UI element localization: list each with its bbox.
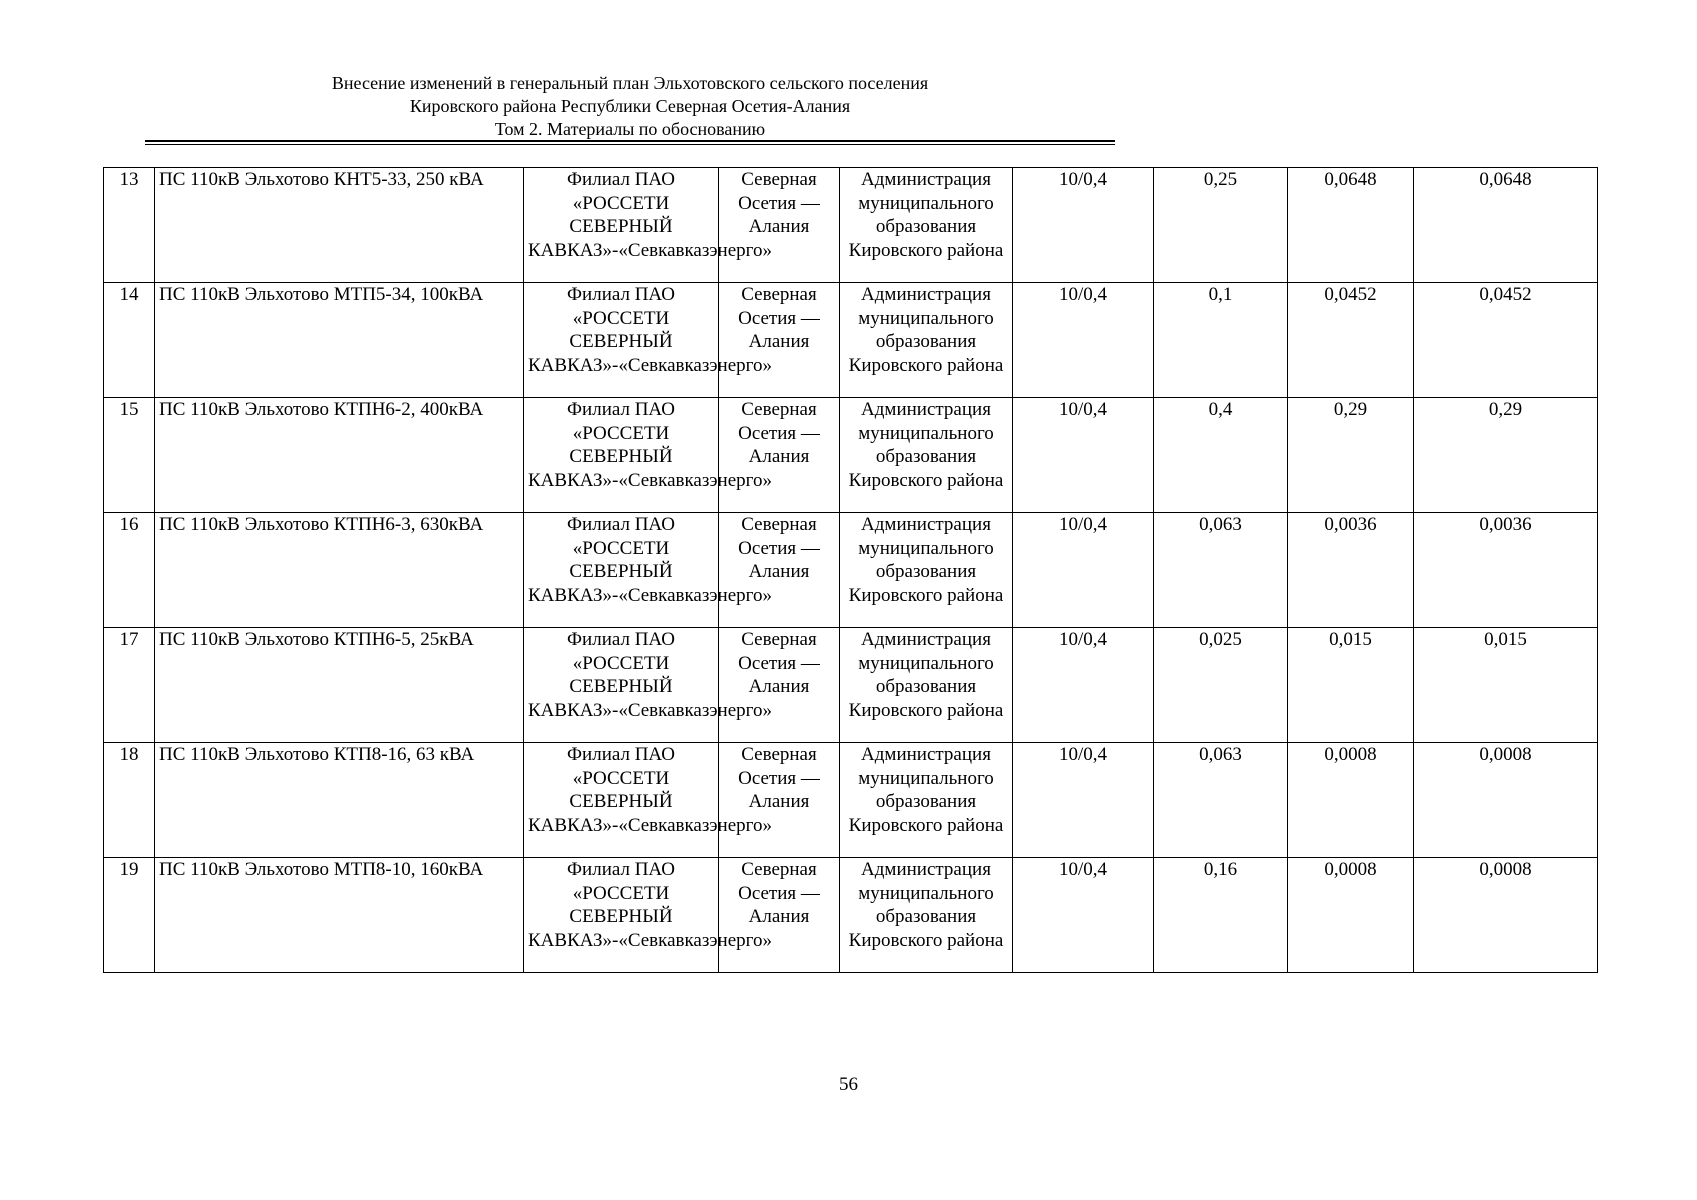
table-row bbox=[104, 858, 1598, 973]
cell-load-2: 0,0008 bbox=[1414, 858, 1598, 973]
cell-power: 0,16 bbox=[1154, 858, 1288, 973]
cell-load-1: 0,015 bbox=[1288, 628, 1414, 743]
cell-load-1: 0,0008 bbox=[1288, 743, 1414, 858]
cell-voltage: 10/0,4 bbox=[1013, 513, 1154, 628]
cell-administration: Администрация муниципального образования Кировского района bbox=[840, 628, 1013, 743]
cell-name: ПС 110кВ Эльхотово КТП8-16, 63 кВА bbox=[155, 743, 524, 858]
cell-name: ПС 110кВ Эльхотово МТП5-34, 100кВА bbox=[155, 283, 524, 398]
cell-name: ПС 110кВ Эльхотово КТПН6-2, 400кВА bbox=[155, 398, 524, 513]
cell-voltage: 10/0,4 bbox=[1013, 398, 1154, 513]
cell-owner: Филиал ПАО «РОССЕТИ СЕВЕРНЫЙ КАВКАЗ»-«Севкавказэнерго» bbox=[524, 283, 719, 398]
cell-administration: Администрация муниципального образования Кировского района bbox=[840, 283, 1013, 398]
cell-region: Северная Осетия — Алания bbox=[719, 858, 840, 973]
cell-number: 19 bbox=[104, 858, 155, 973]
cell-power: 0,4 bbox=[1154, 398, 1288, 513]
cell-name: ПС 110кВ Эльхотово КТПН6-3, 630кВА bbox=[155, 513, 524, 628]
cell-region: Северная Осетия — Алания bbox=[719, 743, 840, 858]
cell-load-2: 0,0008 bbox=[1414, 743, 1598, 858]
table-row bbox=[104, 398, 1598, 513]
cell-load-1: 0,0452 bbox=[1288, 283, 1414, 398]
cell-administration: Администрация муниципального образования Кировского района bbox=[840, 743, 1013, 858]
table-row bbox=[104, 283, 1598, 398]
cell-region: Северная Осетия — Алания bbox=[719, 283, 840, 398]
cell-power: 0,063 bbox=[1154, 513, 1288, 628]
cell-owner: Филиал ПАО «РОССЕТИ СЕВЕРНЫЙ КАВКАЗ»-«Севкавказэнерго» bbox=[524, 398, 719, 513]
header-double-rule bbox=[145, 140, 1115, 145]
document-header bbox=[145, 72, 1115, 141]
cell-load-1: 0,29 bbox=[1288, 398, 1414, 513]
cell-voltage: 10/0,4 bbox=[1013, 283, 1154, 398]
header-line-1: Внесение изменений в генеральный план Эльхотовского сельского поселения bbox=[331, 73, 929, 93]
header-line-2: Кировского района Республики Северная Осетия-Алания bbox=[409, 96, 851, 116]
cell-power: 0,025 bbox=[1154, 628, 1288, 743]
cell-region: Северная Осетия — Алания bbox=[719, 628, 840, 743]
cell-number: 15 bbox=[104, 398, 155, 513]
cell-load-1: 0,0648 bbox=[1288, 168, 1414, 283]
cell-voltage: 10/0,4 bbox=[1013, 628, 1154, 743]
table-row bbox=[104, 743, 1598, 858]
cell-load-2: 0,0452 bbox=[1414, 283, 1598, 398]
cell-region: Северная Осетия — Алания bbox=[719, 398, 840, 513]
cell-load-2: 0,015 bbox=[1414, 628, 1598, 743]
cell-region: Северная Осетия — Алания bbox=[719, 513, 840, 628]
cell-load-1: 0,0036 bbox=[1288, 513, 1414, 628]
page-number: 56 bbox=[839, 1074, 858, 1095]
cell-voltage: 10/0,4 bbox=[1013, 858, 1154, 973]
cell-number: 14 bbox=[104, 283, 155, 398]
cell-region: Северная Осетия — Алания bbox=[719, 168, 840, 283]
cell-owner: Филиал ПАО «РОССЕТИ СЕВЕРНЫЙ КАВКАЗ»-«Севкавказэнерго» bbox=[524, 513, 719, 628]
cell-power: 0,25 bbox=[1154, 168, 1288, 283]
table-row bbox=[104, 628, 1598, 743]
cell-number: 16 bbox=[104, 513, 155, 628]
cell-voltage: 10/0,4 bbox=[1013, 743, 1154, 858]
cell-administration: Администрация муниципального образования Кировского района bbox=[840, 513, 1013, 628]
cell-name: ПС 110кВ Эльхотово КТПН6-5, 25кВА bbox=[155, 628, 524, 743]
header-line-3: Том 2. Материалы по обоснованию bbox=[494, 119, 766, 139]
cell-administration: Администрация муниципального образования Кировского района bbox=[840, 168, 1013, 283]
cell-owner: Филиал ПАО «РОССЕТИ СЕВЕРНЫЙ КАВКАЗ»-«Севкавказэнерго» bbox=[524, 743, 719, 858]
cell-power: 0,1 bbox=[1154, 283, 1288, 398]
cell-name: ПС 110кВ Эльхотово КНТ5-33, 250 кВА bbox=[155, 168, 524, 283]
cell-voltage: 10/0,4 bbox=[1013, 168, 1154, 283]
cell-load-1: 0,0008 bbox=[1288, 858, 1414, 973]
cell-load-2: 0,0036 bbox=[1414, 513, 1598, 628]
substations-table bbox=[103, 167, 1598, 973]
cell-administration: Администрация муниципального образования Кировского района bbox=[840, 858, 1013, 973]
cell-number: 17 bbox=[104, 628, 155, 743]
cell-load-2: 0,0648 bbox=[1414, 168, 1598, 283]
cell-name: ПС 110кВ Эльхотово МТП8-10, 160кВА bbox=[155, 858, 524, 973]
cell-administration: Администрация муниципального образования Кировского района bbox=[840, 398, 1013, 513]
cell-owner: Филиал ПАО «РОССЕТИ СЕВЕРНЫЙ КАВКАЗ»-«Севкавказэнерго» bbox=[524, 858, 719, 973]
table-body bbox=[104, 168, 1598, 973]
cell-owner: Филиал ПАО «РОССЕТИ СЕВЕРНЫЙ КАВКАЗ»-«Севкавказэнерго» bbox=[524, 628, 719, 743]
table-row bbox=[104, 513, 1598, 628]
table-row bbox=[104, 168, 1598, 283]
cell-load-2: 0,29 bbox=[1414, 398, 1598, 513]
cell-power: 0,063 bbox=[1154, 743, 1288, 858]
cell-number: 13 bbox=[104, 168, 155, 283]
cell-number: 18 bbox=[104, 743, 155, 858]
cell-owner: Филиал ПАО «РОССЕТИ СЕВЕРНЫЙ КАВКАЗ»-«Севкавказэнерго» bbox=[524, 168, 719, 283]
